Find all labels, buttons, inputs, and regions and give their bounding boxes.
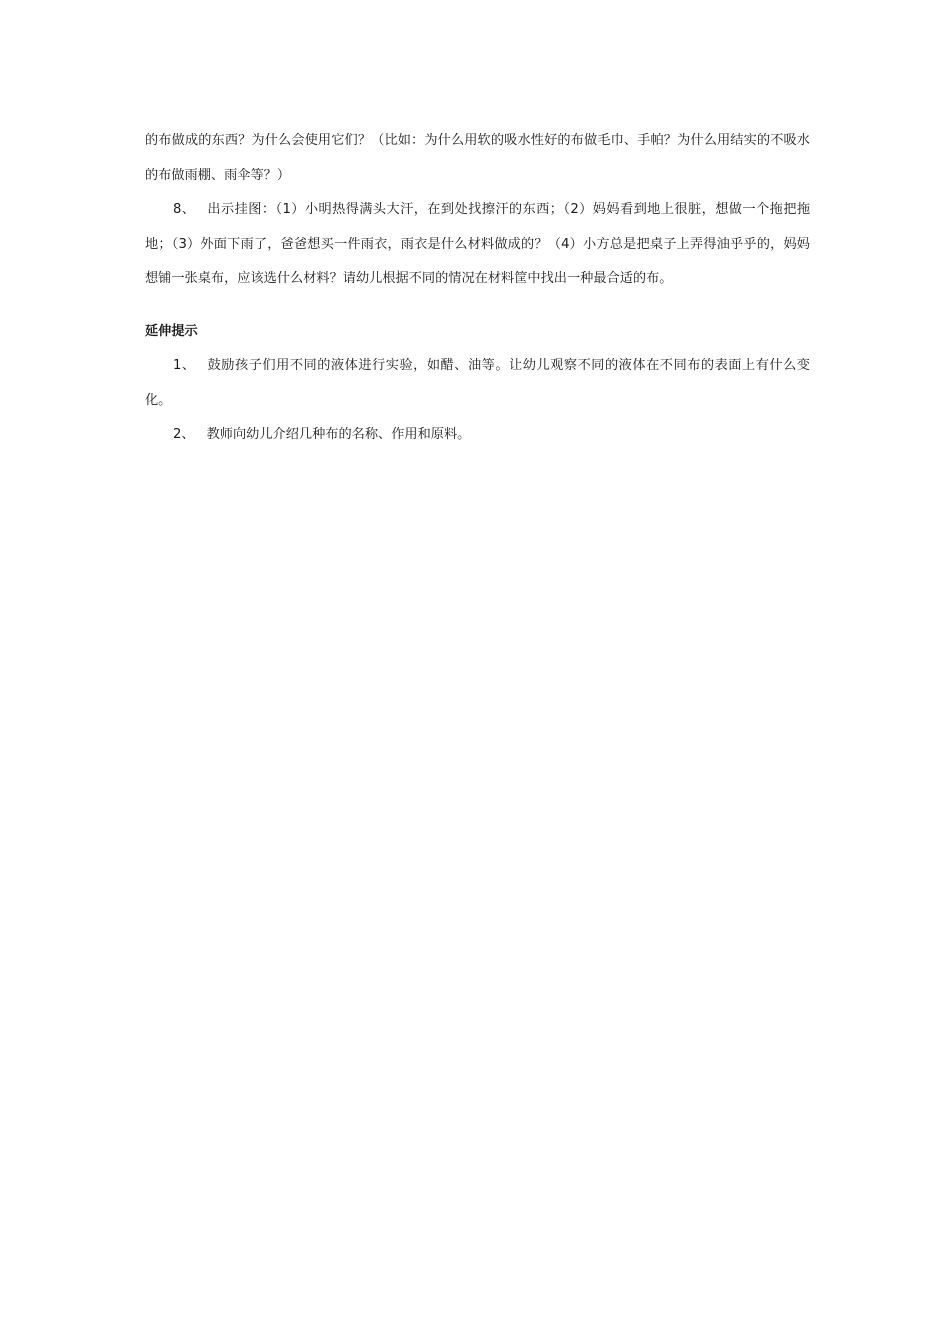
document-body xyxy=(145,124,810,453)
item-number: 1、 xyxy=(173,358,196,373)
extension-item-1 xyxy=(145,349,810,418)
item-number: 2、 xyxy=(173,427,195,442)
section-heading: 延伸提示 xyxy=(145,323,198,339)
item-text: 教师向幼儿介绍几种布的名称、作用和原料。 xyxy=(206,427,471,442)
extension-item-2 xyxy=(145,418,810,453)
item-number: 8、 xyxy=(173,202,196,217)
paragraph-item-8 xyxy=(145,193,810,297)
item-text: 出示挂图：（1）小明热得满头大汗，在到处找擦汗的东西；（2）妈妈看到地上很脏，想做一个拖把拖地；（3）外面下雨了，爸爸想买一件雨衣，雨衣是什么材料做成的？（4）小方总是把桌子上弄得油乎乎的，妈妈想铺一张桌布，应该选什么材料？请幼儿根据不同的情况在材料筐中找出一种最合适的布。 xyxy=(145,202,811,286)
item-text: 鼓励孩子们用不同的液体进行实验，如醋、油等。让幼儿观察不同的液体在不同布的表面上有什么变化。 xyxy=(145,358,810,408)
paragraph-continuation: 的布做成的东西？为什么会使用它们？（比如：为什么用软的吸水性好的布做毛巾、手帕？为什么用结实的不吸水的布做雨棚、雨伞等？） xyxy=(145,133,810,183)
section-spacer xyxy=(145,297,810,315)
